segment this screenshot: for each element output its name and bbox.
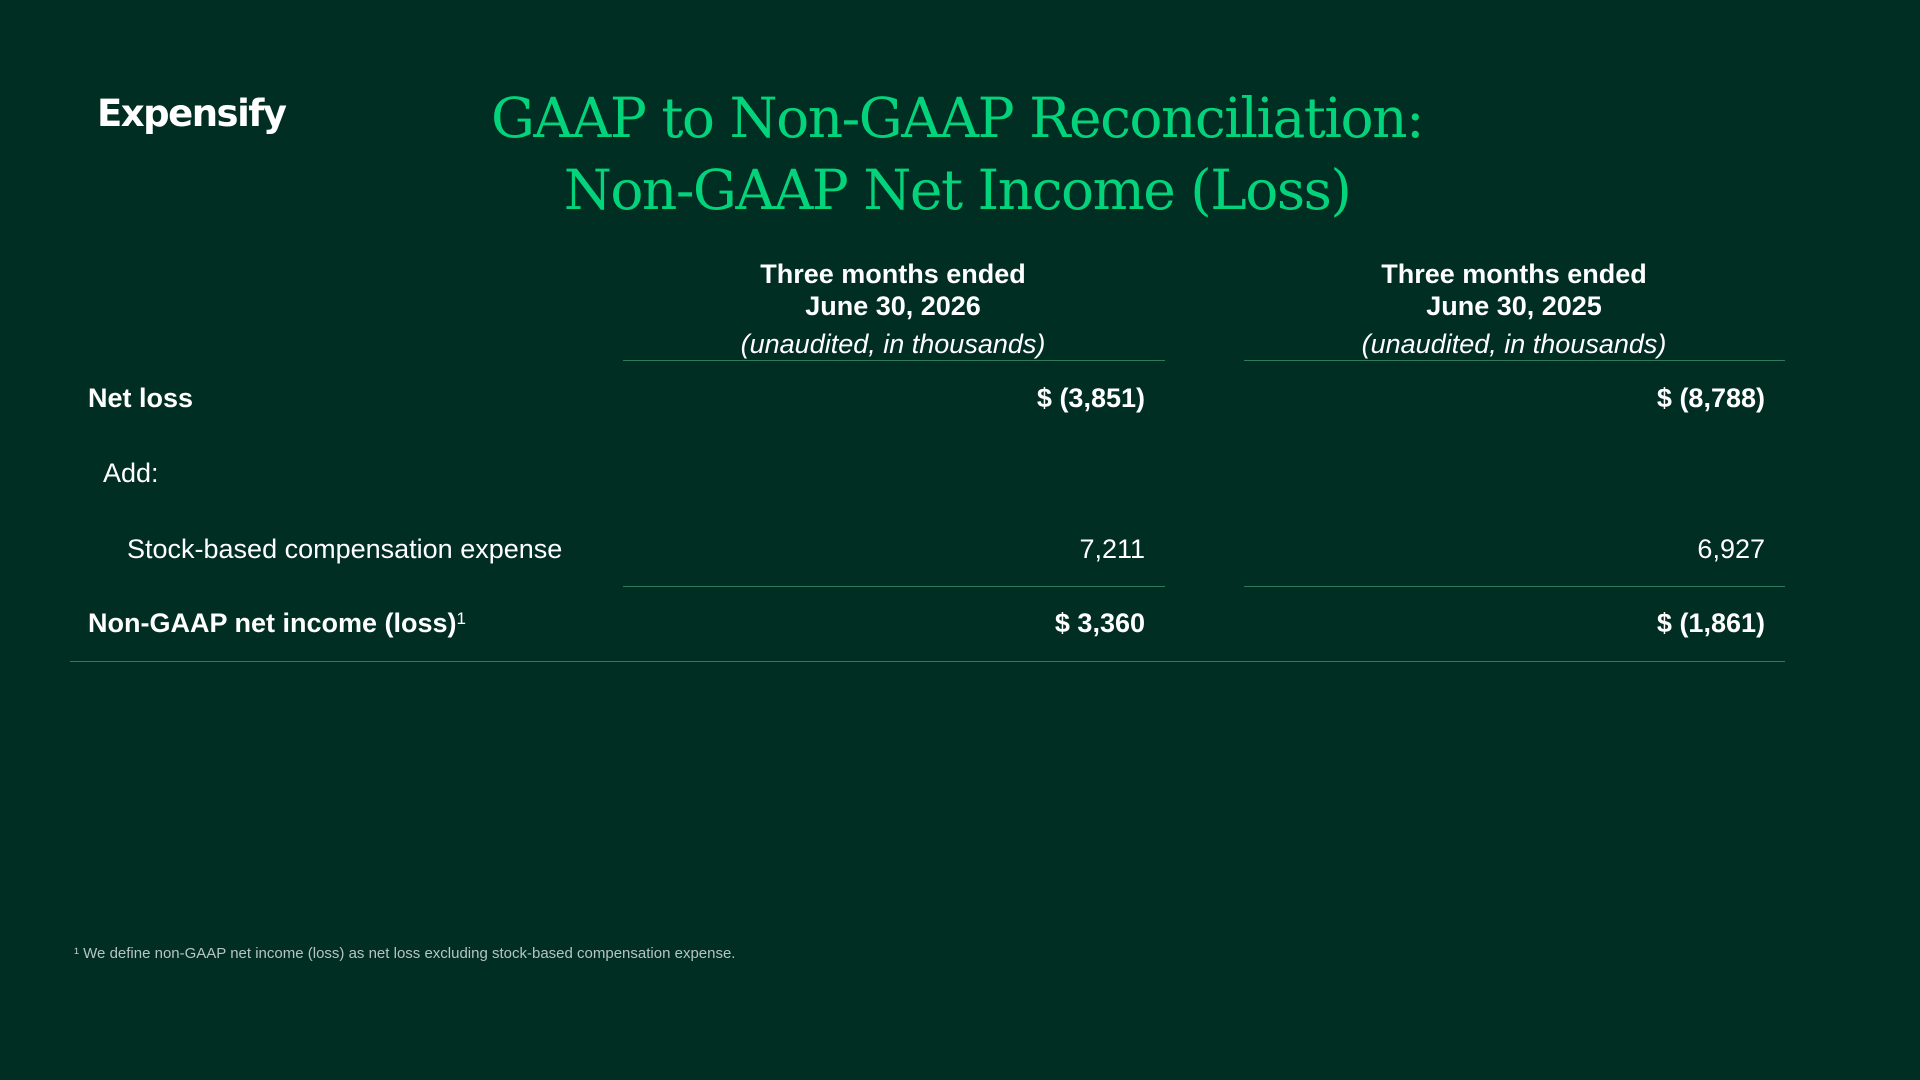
row-label-net-loss: Net loss (88, 383, 194, 413)
sbc-2026: 7,211 (1079, 534, 1145, 564)
non-gaap-2026: $ 3,360 (1054, 608, 1145, 638)
column-header-note: (unaudited, in thousands) (1361, 329, 1667, 359)
title-line-1: GAAP to Non-GAAP Reconciliation: (490, 86, 1424, 150)
header-rule-2025 (1244, 360, 1785, 361)
column-header-2025 (1244, 258, 1784, 360)
subtotal-rule-2025 (1244, 586, 1785, 587)
column-header-2026 (623, 258, 1163, 360)
row-label-non-gaap (88, 607, 466, 639)
footnote (74, 945, 735, 962)
expensify-logo: Expensify (97, 92, 286, 135)
title-line-2: Non-GAAP Net Income (Loss) (563, 158, 1351, 222)
net-loss-2025: $ (8,788) (1656, 383, 1765, 413)
non-gaap-label-text: Non-GAAP net income (loss) (88, 608, 457, 638)
footnote-text: We define non-GAAP net income (loss) as net loss excluding stock-based compensation expense. (83, 945, 736, 962)
header-rule-2026 (623, 360, 1165, 361)
page-title (357, 82, 1557, 226)
footnote-marker: 1 (456, 609, 467, 628)
table-bottom-rule (70, 661, 1785, 662)
net-loss-2026: $ (3,851) (1036, 383, 1145, 413)
column-header-date: June 30, 2025 (1426, 291, 1602, 321)
column-header-date: June 30, 2026 (805, 291, 981, 321)
column-header-period: Three months ended (1381, 259, 1647, 289)
row-label-add: Add: (103, 458, 159, 488)
column-header-period: Three months ended (760, 259, 1026, 289)
column-header-note: (unaudited, in thousands) (740, 329, 1046, 359)
row-label-sbc: Stock-based compensation expense (127, 534, 563, 564)
non-gaap-2025: $ (1,861) (1656, 608, 1765, 638)
sbc-2025: 6,927 (1697, 534, 1765, 564)
subtotal-rule-2026 (623, 586, 1165, 587)
footnote-marker-text: ¹ (74, 945, 79, 962)
